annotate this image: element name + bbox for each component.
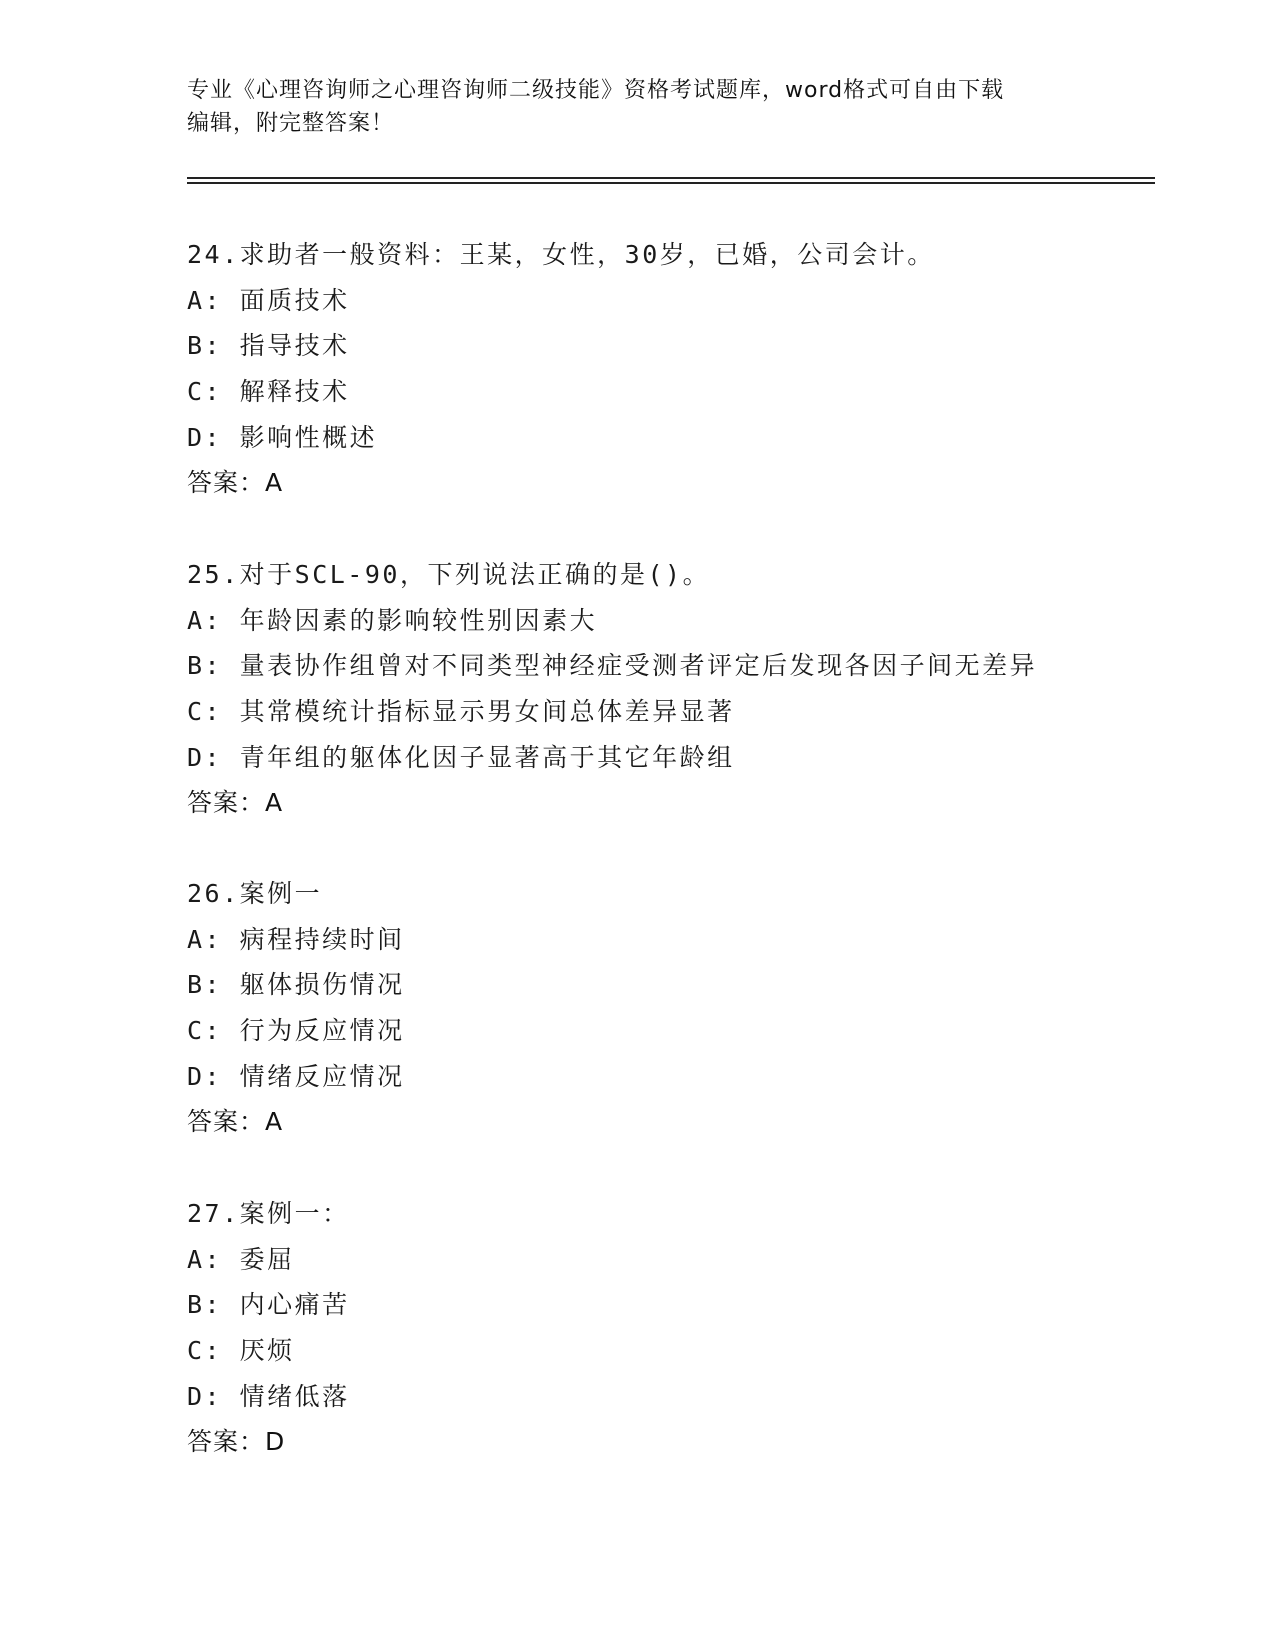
question-stem: 26.案例一 [187,879,323,908]
option-b: B: 指导技术 [187,331,350,361]
answer-line: 答案：A [187,1107,284,1137]
answer-line: 答案：D [187,1427,286,1457]
question-25 [187,552,1147,826]
option-c: C: 行为反应情况 [187,1016,405,1046]
option-d: D: 情绪反应情况 [187,1061,405,1091]
option-c: C: 厌烦 [187,1336,295,1366]
option-d: D: 青年组的躯体化因子显著高于其它年龄组 [187,742,735,772]
option-b: B: 躯体损伤情况 [187,970,405,1000]
option-a: A: 委屈 [187,1244,295,1274]
question-stem: 27.案例一： [187,1199,350,1228]
header-line-2: 编辑，附完整答案！ [187,111,395,136]
option-c: C: 其常模统计指标显示男女间总体差异显著 [187,697,735,727]
option-b: B: 内心痛苦 [187,1290,350,1320]
option-a: A: 病程持续时间 [187,924,405,954]
question-26 [187,871,1147,1145]
question-stem: 24.求助者一般资料：王某，女性，30岁，已婚，公司会计。 [187,240,935,269]
answer-line: 答案：A [187,788,284,818]
option-d: D: 情绪低落 [187,1381,350,1411]
header-divider-bottom [187,182,1155,184]
option-a: A: 年龄因素的影响较性别因素大 [187,605,598,635]
question-stem: 25.对于SCL-90，下列说法正确的是()。 [187,560,711,589]
document-header [187,74,1087,140]
option-b: B: 量表协作组曾对不同类型神经症受测者评定后发现各因子间无差异 [187,651,1038,681]
header-divider-top [187,177,1155,179]
option-c: C: 解释技术 [187,377,350,407]
question-24 [187,232,1147,506]
option-d: D: 影响性概述 [187,422,378,452]
header-line-1: 专业《心理咨询师之心理咨询师二级技能》资格考试题库，word格式可自由下载 [187,78,1005,103]
question-27 [187,1191,1147,1465]
option-a: A: 面质技术 [187,285,350,315]
answer-line: 答案：A [187,468,284,498]
